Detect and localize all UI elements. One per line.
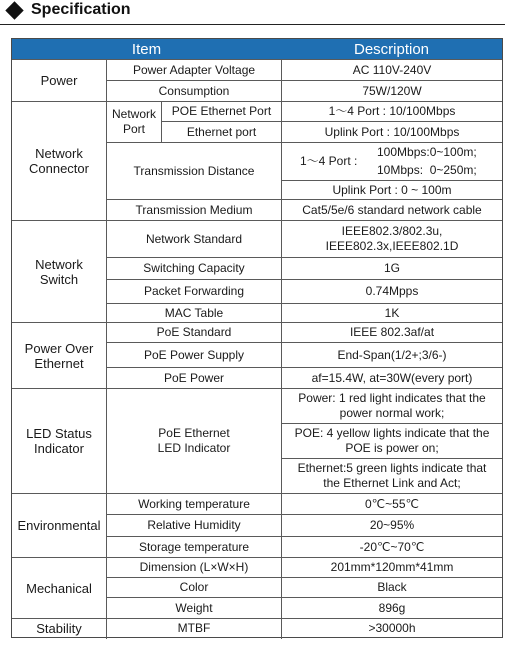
value-packet-forwarding: 0.74Mpps <box>365 284 419 298</box>
category-environmental: Environmental <box>17 518 101 533</box>
value-switching-capacity: 1G <box>383 261 400 275</box>
item-poe-power-supply: PoE Power Supply <box>143 347 245 362</box>
item-network-standard: Network Standard <box>145 231 243 246</box>
td-port-label: 1～4 Port : <box>300 154 358 168</box>
category-power-over-ethernet: Power Over Ethernet <box>24 340 94 371</box>
item-ethernet-port: Ethernet port <box>186 124 257 139</box>
value-ethernet-port: Uplink Port : 10/100Mbps <box>324 124 460 139</box>
td-speed-100: 100Mbps:0~100m; <box>377 145 477 159</box>
category-mechanical: Mechanical <box>26 580 92 596</box>
item-dimension: Dimension (L×W×H) <box>139 560 249 574</box>
diamond-bullet-icon <box>5 1 23 19</box>
item-consumption: Consumption <box>158 83 230 98</box>
value-led-power: Power: 1 red light indicates that the power normal work; <box>298 391 486 420</box>
item-poe-ethernet-led: PoE Ethernet LED Indicator <box>157 426 231 455</box>
category-stability: Stability <box>36 621 82 636</box>
value-power-adapter-voltage: AC 110V-240V <box>352 62 432 77</box>
item-transmission-medium: Transmission Medium <box>135 202 253 217</box>
category-led-status: LED Status Indicator <box>26 426 92 456</box>
value-storage-temperature: -20℃~70℃ <box>359 539 425 554</box>
column-header-description: Description <box>281 39 502 59</box>
item-packet-forwarding: Packet Forwarding <box>143 284 245 298</box>
value-transmission-medium: Cat5/5e/6 standard network cable <box>302 202 482 217</box>
value-transmission-distance-ports <box>282 143 502 180</box>
value-poe-power-supply: End-Span(1/2+;3/6-) <box>337 347 447 362</box>
value-poe-ethernet-port: 1～4 Port : 10/100Mbps <box>328 104 456 118</box>
value-transmission-distance-uplink: Uplink Port : 0 ~ 100m <box>332 182 452 197</box>
item-working-temperature: Working temperature <box>138 496 250 511</box>
value-working-temperature: 0℃~55℃ <box>365 496 419 511</box>
column-header-item: Item <box>12 39 281 59</box>
category-network-switch: Network Switch <box>35 256 83 287</box>
item-relative-humidity: Relative Humidity <box>147 518 241 532</box>
item-storage-temperature: Storage temperature <box>138 539 250 554</box>
td-speed-10: 10Mbps: 0~250m; <box>377 163 477 177</box>
value-led-ethernet: Ethernet:5 green lights indicate that the Ethernet Link and Act; <box>297 461 487 490</box>
value-color: Black <box>377 580 407 594</box>
item-poe-standard: PoE Standard <box>156 325 232 339</box>
header-underline <box>0 24 505 25</box>
section-title: Specification <box>31 1 131 18</box>
item-transmission-distance: Transmission Distance <box>133 163 255 178</box>
item-mtbf: MTBF <box>177 621 211 635</box>
value-relative-humidity: 20~95% <box>369 518 415 532</box>
item-poe-ethernet-port: POE Ethernet Port <box>171 104 272 118</box>
value-dimension: 201mm*120mm*41mm <box>330 560 454 574</box>
value-consumption: 75W/120W <box>362 83 422 98</box>
item-power-adapter-voltage: Power Adapter Voltage <box>132 62 256 77</box>
value-weight: 896g <box>378 600 406 615</box>
item-poe-power: PoE Power <box>163 370 225 385</box>
item-network-port: Network Port <box>111 107 156 136</box>
value-led-poe: POE: 4 yellow lights indicate that the POE is power on; <box>294 426 490 455</box>
item-color: Color <box>179 580 209 594</box>
value-mac-table: 1K <box>384 305 400 320</box>
category-network-connector: Network Connector <box>29 146 89 176</box>
section-header <box>0 0 510 30</box>
value-poe-standard: IEEE 802.3af/at <box>349 325 435 339</box>
category-power: Power <box>40 73 78 88</box>
item-mac-table: MAC Table <box>164 305 224 320</box>
item-switching-capacity: Switching Capacity <box>143 261 245 275</box>
value-mtbf: >30000h <box>368 621 416 635</box>
value-poe-power: af=15.4W, at=30W(every port) <box>311 370 473 385</box>
value-network-standard: IEEE802.3/802.3u, IEEE802.3x,IEEE802.1D <box>325 224 459 253</box>
specification-table <box>11 38 503 638</box>
item-weight: Weight <box>175 600 213 615</box>
